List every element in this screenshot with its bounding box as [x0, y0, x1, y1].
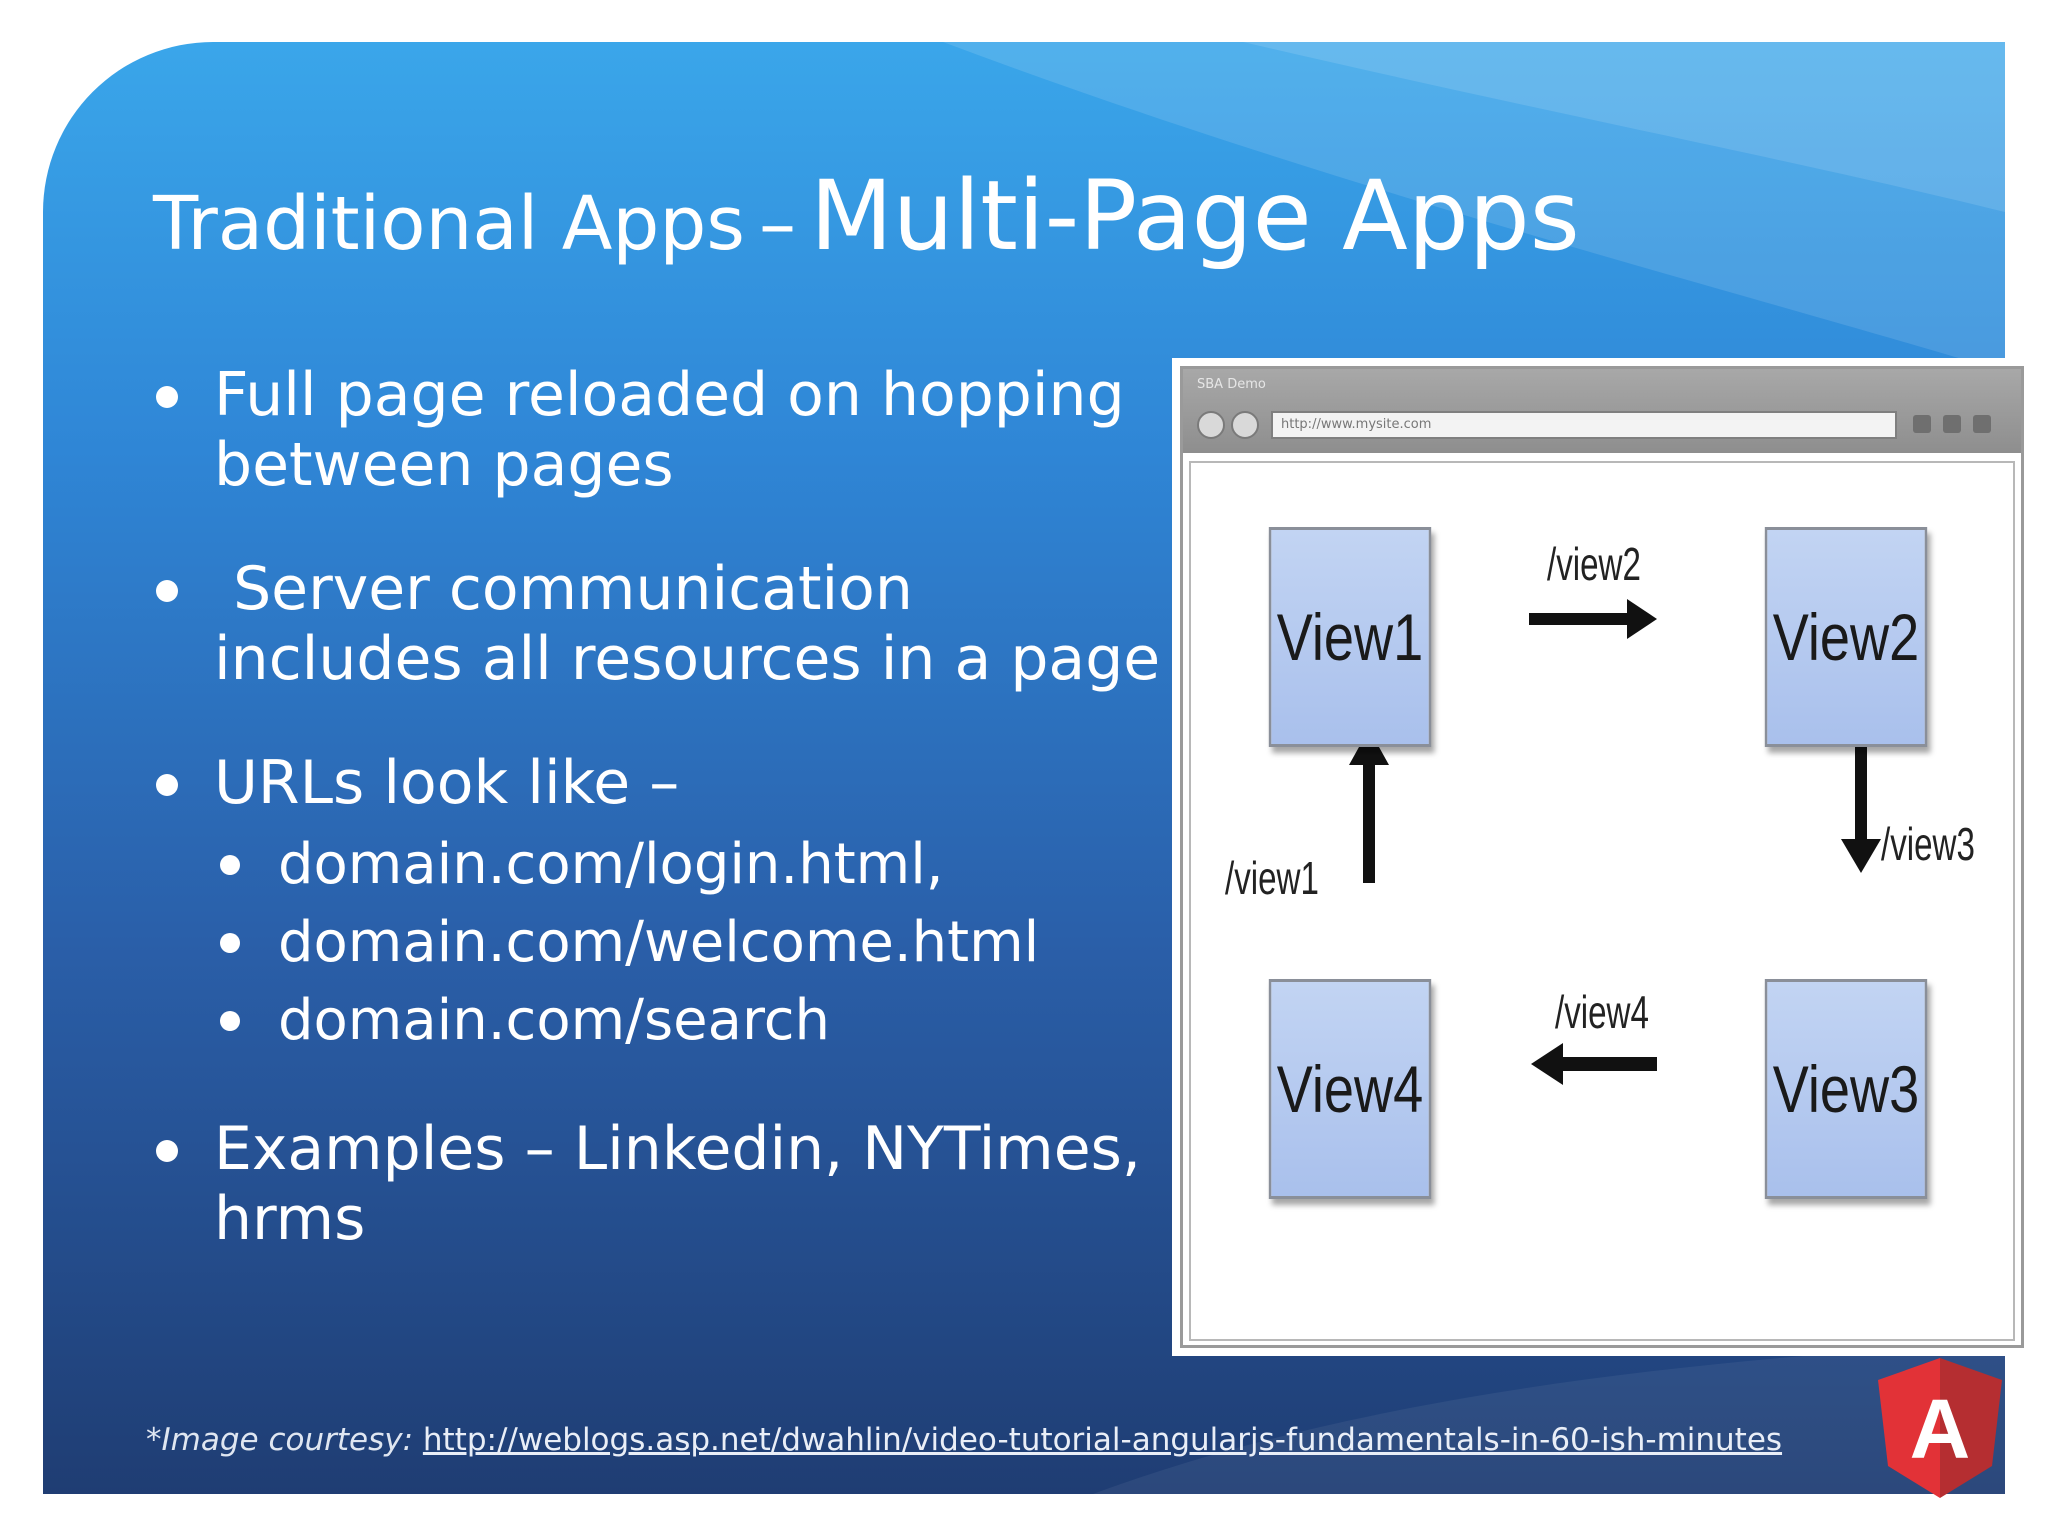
bullet-text: Examples – Linkedin, NYTimes, hrms: [214, 1114, 1141, 1254]
bullet-dot: [156, 580, 178, 602]
url-example: domain.com/welcome.html: [278, 910, 1040, 975]
slide-title: [153, 160, 1580, 272]
bullet-text: Server communication includes all resources in a page: [214, 554, 1161, 694]
sub-bullet-item: [152, 904, 1162, 982]
address-bar: http://www.mysite.com: [1271, 411, 1897, 439]
route-label: /view3: [1881, 818, 1975, 870]
credit-link[interactable]: http://weblogs.asp.net/dwahlin/video-tutorial-angularjs-fundamentals-in-60-ish-minutes: [422, 1422, 1783, 1458]
credit-label: *Image courtesy:: [146, 1422, 414, 1458]
bullet-dot: [220, 855, 240, 875]
search-icon: [1913, 415, 1931, 433]
bullet-dot: [220, 1011, 240, 1031]
sub-bullet-item: [152, 826, 1162, 904]
settings-icon: [1973, 415, 1991, 433]
window-title: SBA Demo: [1197, 377, 1266, 392]
bullet-text: Full page reloaded on hopping between pages: [214, 360, 1125, 500]
browser-titlebar: [1183, 369, 2021, 453]
refresh-icon: [1943, 415, 1961, 433]
route-label: /view2: [1547, 538, 1641, 590]
bullet-item: [152, 1114, 1162, 1254]
forward-icon: [1231, 411, 1259, 439]
sub-bullet-list: [152, 826, 1162, 1060]
browser-viewport: [1189, 461, 2015, 1341]
bullet-list: [152, 360, 1162, 1254]
view-box: View2: [1765, 527, 1927, 747]
arrow-right-icon: [1529, 599, 1657, 639]
bullet-item: [152, 360, 1162, 500]
title-main: Multi-Page Apps: [809, 160, 1580, 272]
angular-logo: [1872, 1354, 2008, 1502]
diagram-image: [1172, 358, 2032, 1356]
view-box: View1: [1269, 527, 1431, 747]
bullet-dot: [156, 1140, 178, 1162]
view-box: View3: [1765, 979, 1927, 1199]
bullet-item: [152, 554, 1162, 694]
back-icon: [1197, 411, 1225, 439]
bullet-item: [152, 748, 1162, 818]
title-prefix: Traditional Apps: [153, 181, 745, 267]
bullet-text: URLs look like –: [214, 748, 680, 818]
bullet-dot: [220, 933, 240, 953]
url-example: domain.com/login.html,: [278, 832, 944, 897]
url-example: domain.com/search: [278, 988, 831, 1053]
route-label: /view1: [1225, 852, 1319, 904]
bullet-dot: [156, 774, 178, 796]
browser-window: [1180, 366, 2024, 1348]
arrow-left-icon: [1531, 1043, 1657, 1085]
bullet-dot: [156, 386, 178, 408]
route-label: /view4: [1555, 986, 1649, 1038]
title-separator: –: [758, 181, 796, 267]
arrow-up-icon: [1349, 729, 1389, 883]
image-credit: [146, 1422, 1782, 1458]
sub-bullet-item: [152, 982, 1162, 1060]
logo-letter: A: [1909, 1382, 1971, 1476]
view-box: View4: [1269, 979, 1431, 1199]
